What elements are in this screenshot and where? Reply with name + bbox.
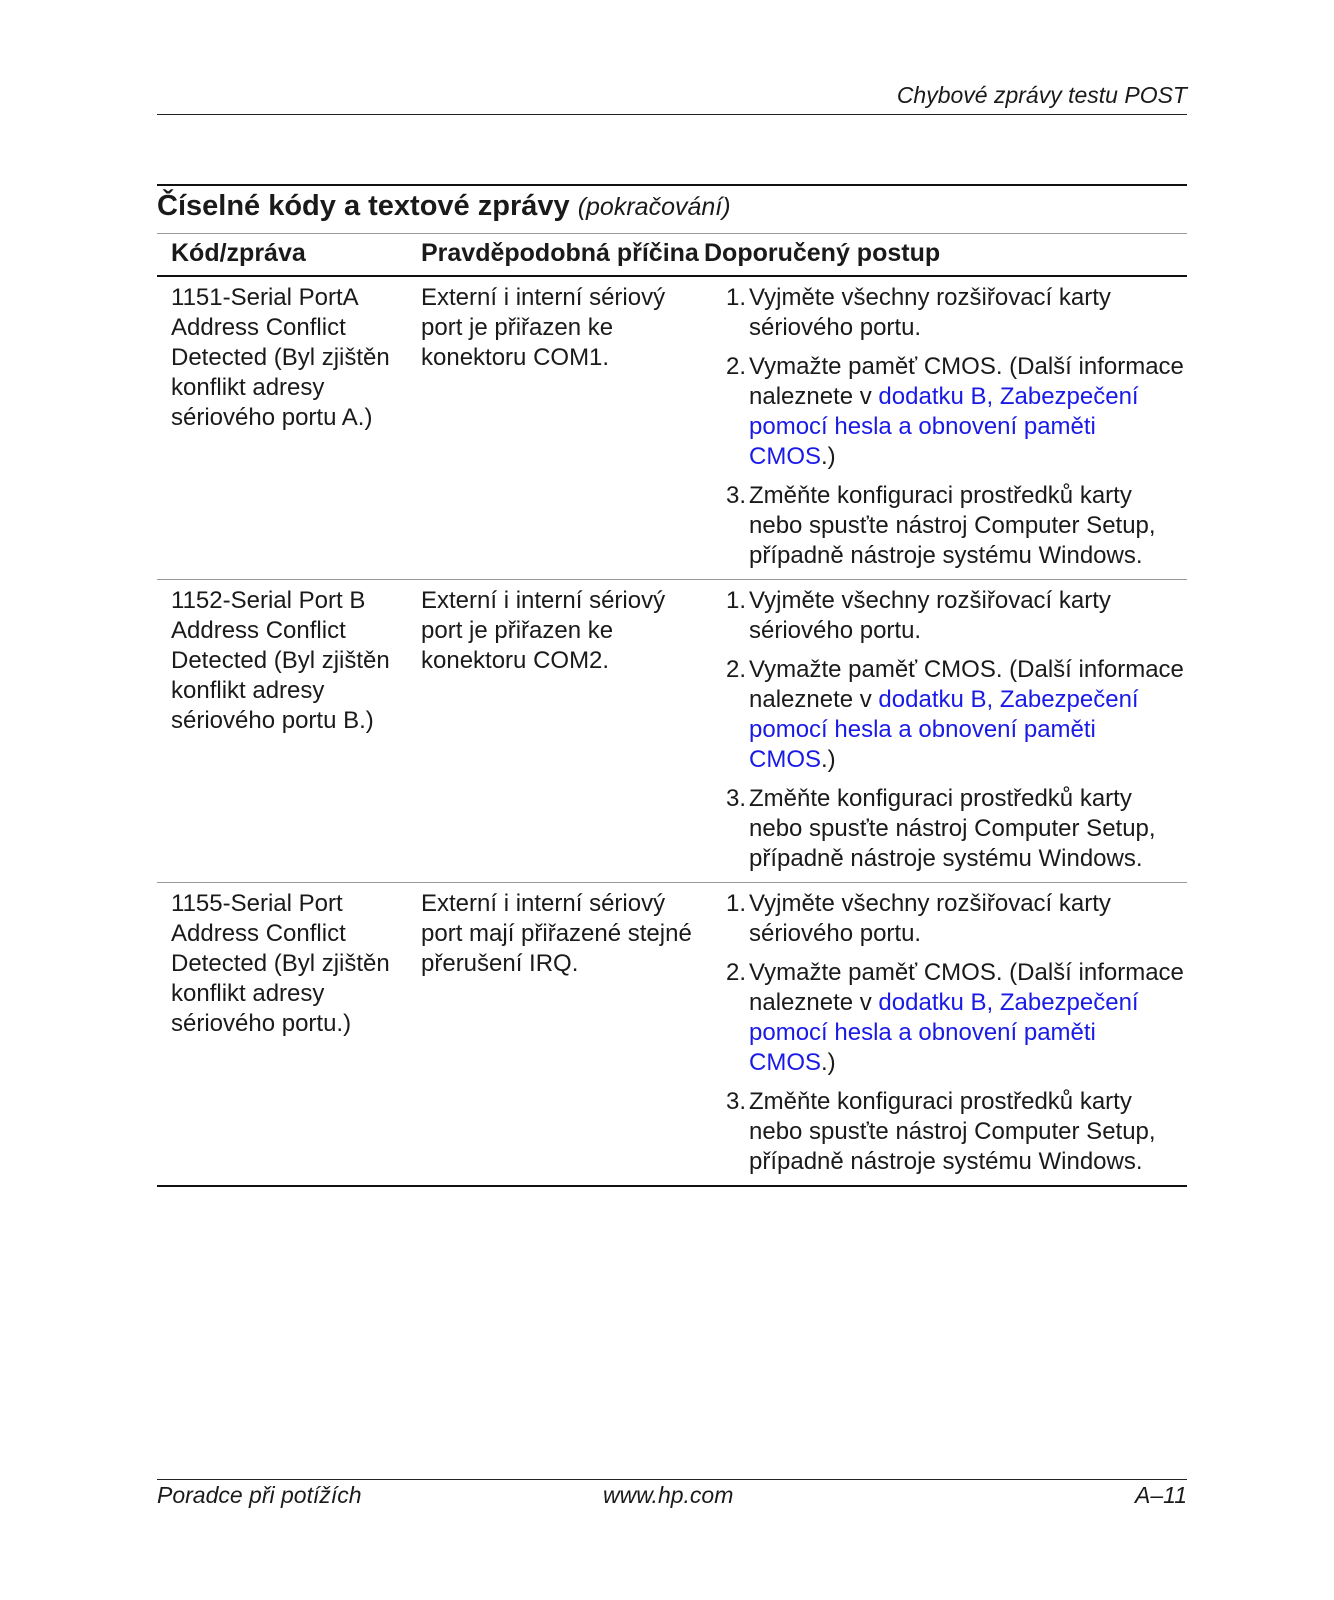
steps-cell [704, 276, 1187, 580]
appendix-b-link[interactable]: dodatku B, Zabezpečení pomocí hesla a obnovení paměti CMOS [749, 686, 1139, 773]
step-text: Vymažte paměť CMOS. (Další informace naleznete v [749, 656, 1184, 713]
step-text: Vyjměte všechny rozšiřovací karty sériového portu. [749, 587, 1111, 644]
code-cell: 1152-Serial Port B Address Conflict Detected (Byl zjištěn konflikt adresy sériového portu B.) [171, 587, 390, 734]
step-item [704, 1087, 1187, 1177]
step-number: 1. [725, 587, 746, 614]
step-number: 2. [725, 656, 746, 683]
step-text: Vyjměte všechny rozšiřovací karty sériového portu. [749, 284, 1111, 341]
cause-cell: Externí i interní sériový port mají přiřazené stejné přerušení IRQ. [421, 890, 692, 977]
step-text: Vymažte paměť CMOS. (Další informace naleznete v [749, 353, 1184, 410]
step-text: Změňte konfiguraci prostředků karty nebo spusťte nástroj Computer Setup, případně nástroje systému Windows. [749, 785, 1156, 872]
step-number: 2. [725, 353, 746, 380]
step-text-end: .) [821, 1049, 836, 1076]
step-item [704, 784, 1187, 874]
step-number: 1. [725, 284, 746, 311]
appendix-b-link[interactable]: dodatku B, Zabezpečení pomocí hesla a obnovení paměti CMOS [749, 383, 1139, 470]
step-number: 3. [725, 482, 746, 509]
step-item [704, 655, 1187, 775]
steps-list [704, 889, 1187, 1177]
step-number: 2. [725, 959, 746, 986]
step-text: Změňte konfiguraci prostředků karty nebo spusťte nástroj Computer Setup, případně nástroje systému Windows. [749, 482, 1156, 569]
code-cell: 1155-Serial Port Address Conflict Detected (Byl zjištěn konflikt adresy sériového portu.) [171, 890, 390, 1037]
cause-cell: Externí i interní sériový port je přiřazen ke konektoru COM1. [421, 284, 666, 371]
step-number: 3. [725, 1088, 746, 1115]
column-header-cause: Pravděpodobná příčina [407, 234, 704, 276]
code-cell: 1151-Serial PortA Address Conflict Detected (Byl zjištěn konflikt adresy sériového portu A.) [171, 284, 390, 431]
step-item [704, 958, 1187, 1078]
table-header-row [157, 234, 1187, 276]
steps-cell [704, 580, 1187, 883]
step-item [704, 352, 1187, 472]
table-title-suffix: (pokračování) [577, 193, 731, 221]
footer-website: www.hp.com [603, 1482, 734, 1508]
step-number: 1. [725, 890, 746, 917]
running-header: Chybové zprávy testu POST [896, 82, 1187, 108]
codes-table [157, 234, 1187, 1187]
step-number: 3. [725, 785, 746, 812]
step-item [704, 889, 1187, 949]
step-item [704, 586, 1187, 646]
footer-rule [157, 1479, 1187, 1480]
table-row [157, 580, 1187, 883]
table-row [157, 883, 1187, 1187]
step-item [704, 481, 1187, 571]
appendix-b-link[interactable]: dodatku B, Zabezpečení pomocí hesla a obnovení paměti CMOS [749, 989, 1139, 1076]
table-title: Číselné kódy a textové zprávy [157, 190, 570, 222]
header-rule [157, 114, 1187, 115]
steps-list [704, 586, 1187, 874]
step-text: Vyjměte všechny rozšiřovací karty sériového portu. [749, 890, 1111, 947]
column-header-action: Doporučený postup [704, 234, 1187, 276]
step-item [704, 283, 1187, 343]
cause-cell: Externí i interní sériový port je přiřazen ke konektoru COM2. [421, 587, 666, 674]
steps-list [704, 283, 1187, 571]
error-codes-table [157, 184, 1187, 1187]
footer-guide-title: Poradce při potížích [157, 1482, 362, 1508]
step-text-end: .) [821, 746, 836, 773]
table-row [157, 276, 1187, 580]
table-caption [157, 184, 1187, 234]
step-text: Změňte konfiguraci prostředků karty nebo spusťte nástroj Computer Setup, případně nástroje systému Windows. [749, 1088, 1156, 1175]
steps-cell [704, 883, 1187, 1187]
step-text-end: .) [821, 443, 836, 470]
page-number: A–11 [1134, 1482, 1187, 1508]
step-text: Vymažte paměť CMOS. (Další informace naleznete v [749, 959, 1184, 1016]
column-header-code: Kód/zpráva [157, 234, 407, 276]
